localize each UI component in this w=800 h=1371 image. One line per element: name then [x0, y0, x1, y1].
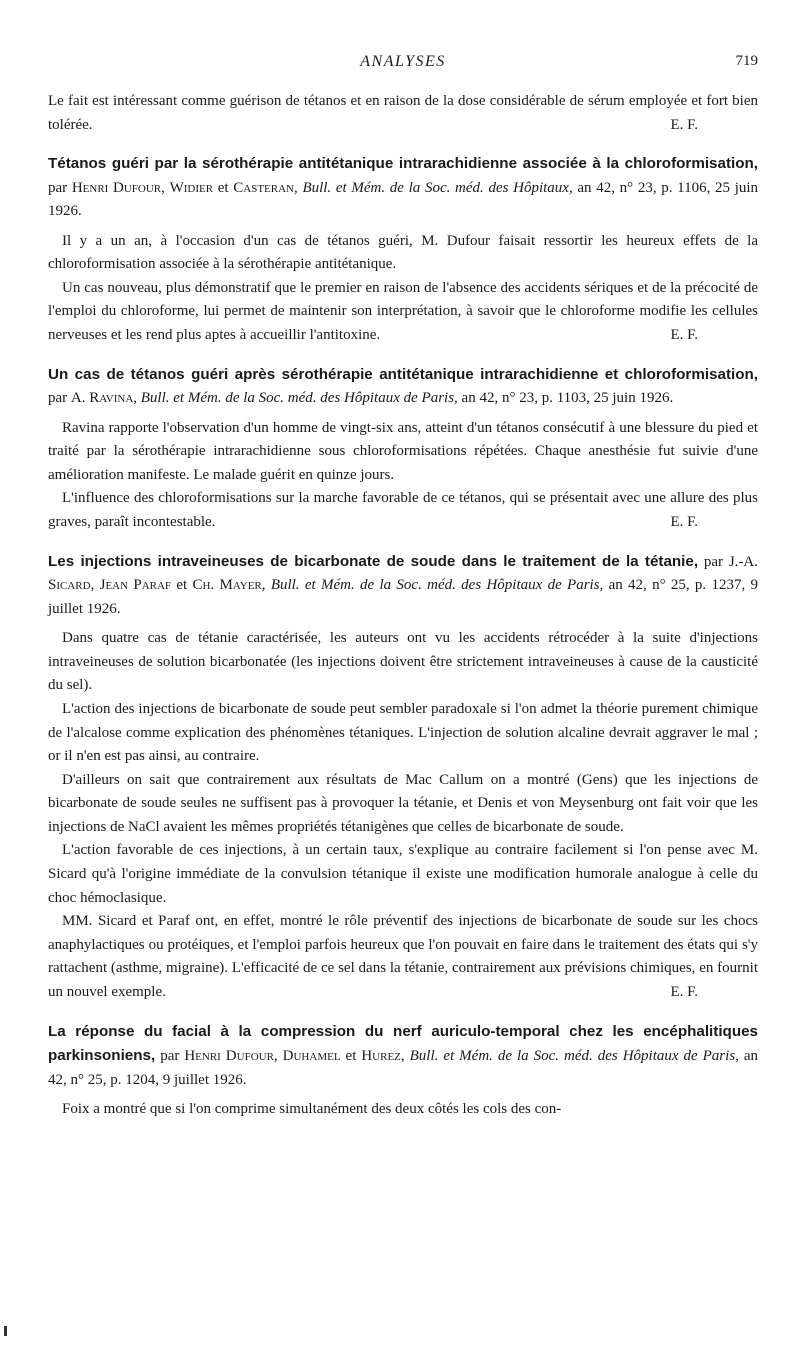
separator: ,	[161, 179, 165, 196]
article-heading	[48, 1020, 758, 1093]
and-word: et	[217, 179, 229, 196]
article-signature: E. F.	[670, 327, 698, 344]
article-2	[48, 363, 758, 535]
article-title: Tétanos guéri par la sérothérapie antitétanique intrarachidienne associée à la chloroformisation,	[48, 155, 758, 173]
article-signature: E. F.	[670, 514, 698, 531]
citation: an 42, n° 23, p. 1106, 25 juin 1926.	[48, 179, 759, 220]
article-paragraph-last	[48, 910, 758, 1004]
article-paragraph: L'action des injections de bicarbonate de soude peut sembler paradoxale si l'on admet la théorie purement chimique de l'alcalose comme explication des phénomènes tétaniques. L'injection de solution alcaline devrait aggraver le mal ; or il n'en est pas ainsi, au contraire.	[48, 700, 758, 765]
author: Ch. Mayer	[192, 577, 262, 594]
journal-name: Bull. et Mém. de la Soc. méd. des Hôpitaux de Paris,	[270, 577, 604, 594]
article-paragraph: Ravina rapporte l'observation d'un homme de vingt-six ans, atteint d'un tétanos consécutif à une blessure du pied et traité par la sérothérapie intrarachidienne sous chloroformisations répétées. Chaque anesthésie fut suivie d'une amélioration manifeste. Le malade guérit en quinze jours.	[48, 419, 758, 483]
article-3	[48, 550, 758, 1005]
separator: ,	[400, 1048, 405, 1065]
article-paragraph: D'ailleurs on sait que contrairement aux résultats de Mac Callum on a montré (Gens) que les injections de bicarbonate de soude seules ne suffisent pas à provoquer la tétanie, et Denis et von Meysenburg ont fait voir que les injections de NaCl avaient les mêmes propriétés tétanigènes que celles de bicarbonate de soude.	[48, 771, 758, 835]
and-word: et	[176, 577, 188, 594]
by-word: par	[703, 553, 724, 570]
article-heading	[48, 550, 758, 622]
page-header	[48, 50, 758, 78]
journal-name: Bull. et Mém. de la Soc. méd. des Hôpitaux de Paris,	[409, 1048, 739, 1065]
article-paragraph-last	[48, 277, 758, 348]
separator: ,	[294, 179, 298, 196]
author: Casteran	[233, 179, 294, 196]
article-heading	[48, 363, 758, 411]
by-word: par	[48, 390, 68, 407]
page-number: 719	[735, 53, 758, 69]
author: Henri Dufour	[71, 179, 162, 196]
author: Jean Paraf	[99, 577, 172, 594]
article-paragraph-last	[48, 487, 758, 534]
article-paragraph: Dans quatre cas de tétanie caractérisée, les auteurs ont vu les accidents rétrocéder à la suite d'injections intraveineuses de solution bicarbonatée (les injections doivent être strictement intraveineuses à cause de la causticité du sel).	[48, 630, 758, 694]
article-title: Un cas de tétanos guéri après sérothérapie antitétanique intrarachidienne et chloroformisation,	[48, 365, 758, 383]
author: A. Ravina	[70, 390, 134, 407]
article-title: Les injections intraveineuses de bicarbonate de soude dans le traitement de la tétanie,	[48, 552, 699, 570]
and-word: et	[345, 1048, 357, 1065]
intro-text: Le fait est intéressant comme guérison de tétanos et en raison de la dose considérable de sérum employée et fort bien tolérée.	[48, 93, 758, 133]
citation: an 42, n° 25, p. 1204, 9 juillet 1926.	[48, 1048, 759, 1088]
separator: ,	[261, 577, 266, 594]
citation: an 42, n° 23, p. 1103, 25 juin 1926.	[461, 390, 674, 407]
journal-name: Bull. et Mém. de la Soc. méd. des Hôpitaux,	[302, 179, 573, 196]
article-paragraph: Foix a montré que si l'on comprime simultanément des deux côtés les cols des con-	[62, 1101, 562, 1118]
by-word: par	[160, 1048, 180, 1065]
article-signature: E. F.	[670, 984, 698, 1001]
author: Hurez	[361, 1048, 401, 1065]
intro-signature: E. F.	[670, 116, 698, 133]
separator: ,	[273, 1048, 278, 1065]
margin-mark	[4, 1326, 7, 1336]
by-word: par	[48, 179, 68, 196]
separator: ,	[133, 390, 138, 407]
article-title: La réponse du facial à la compression du nerf auriculo-temporal chez les encéphalitiques parkinsoniens,	[48, 1022, 758, 1065]
paragraph-text: L'influence des chloroformisations sur la marche favorable de ce tétanos, qui se présentait avec une allure des plus graves, paraît incontestable.	[48, 490, 758, 531]
citation: an 42, n° 25, p. 1237, 9 juillet 1926.	[48, 577, 759, 617]
separator: ,	[90, 577, 95, 594]
article-paragraph: Il y a un an, à l'occasion d'un cas de tétanos guéri, M. Dufour faisait ressortir les heureux effets de la chloroformisation associée à la sérothérapie antitétanique.	[48, 232, 758, 273]
article-4	[48, 1020, 758, 1122]
page	[48, 50, 758, 1122]
intro-paragraph	[48, 90, 758, 137]
author: Henri Dufour	[184, 1048, 274, 1065]
article-1	[48, 152, 758, 347]
article-heading	[48, 152, 758, 224]
article-paragraph: L'action favorable de ces injections, à un certain taux, s'explique au contraire facilement si l'on pense avec M. Sicard qu'à l'origine immédiate de la convulsion tétanique il existe une modification humorale analogue à celle du choc hémoclasique.	[48, 842, 758, 906]
running-title: ANALYSES	[360, 53, 446, 70]
paragraph-text: MM. Sicard et Paraf ont, en effet, montré le rôle préventif des injections de bicarbonate de soude sur les chocs anaphylactiques ou protéiques, et l'emploi parfois heureux que l'on pouvait en faire dans le traitement des états qui s'y rattachent (asthme, migraine). L'efficacité de ce sel dans la tétanie, contrairement aux prévisions chimiques, en fournit un nouvel exemple.	[48, 913, 758, 1001]
author: Widier	[169, 179, 214, 196]
author: J.-A. Sicard	[48, 553, 759, 594]
paragraph-text: Un cas nouveau, plus démonstratif que le premier en raison de l'absence des accidents sériques et de la précocité de l'emploi du chloroforme, lui permet de maintenir son interprétation, à savoir que le chloroforme modifie les cellules nerveuses et les rend plus aptes à accueillir l'antitoxine.	[48, 279, 758, 344]
journal-name: Bull. et Mém. de la Soc. méd. des Hôpitaux de Paris,	[140, 390, 458, 407]
author: Duhamel	[282, 1048, 341, 1065]
